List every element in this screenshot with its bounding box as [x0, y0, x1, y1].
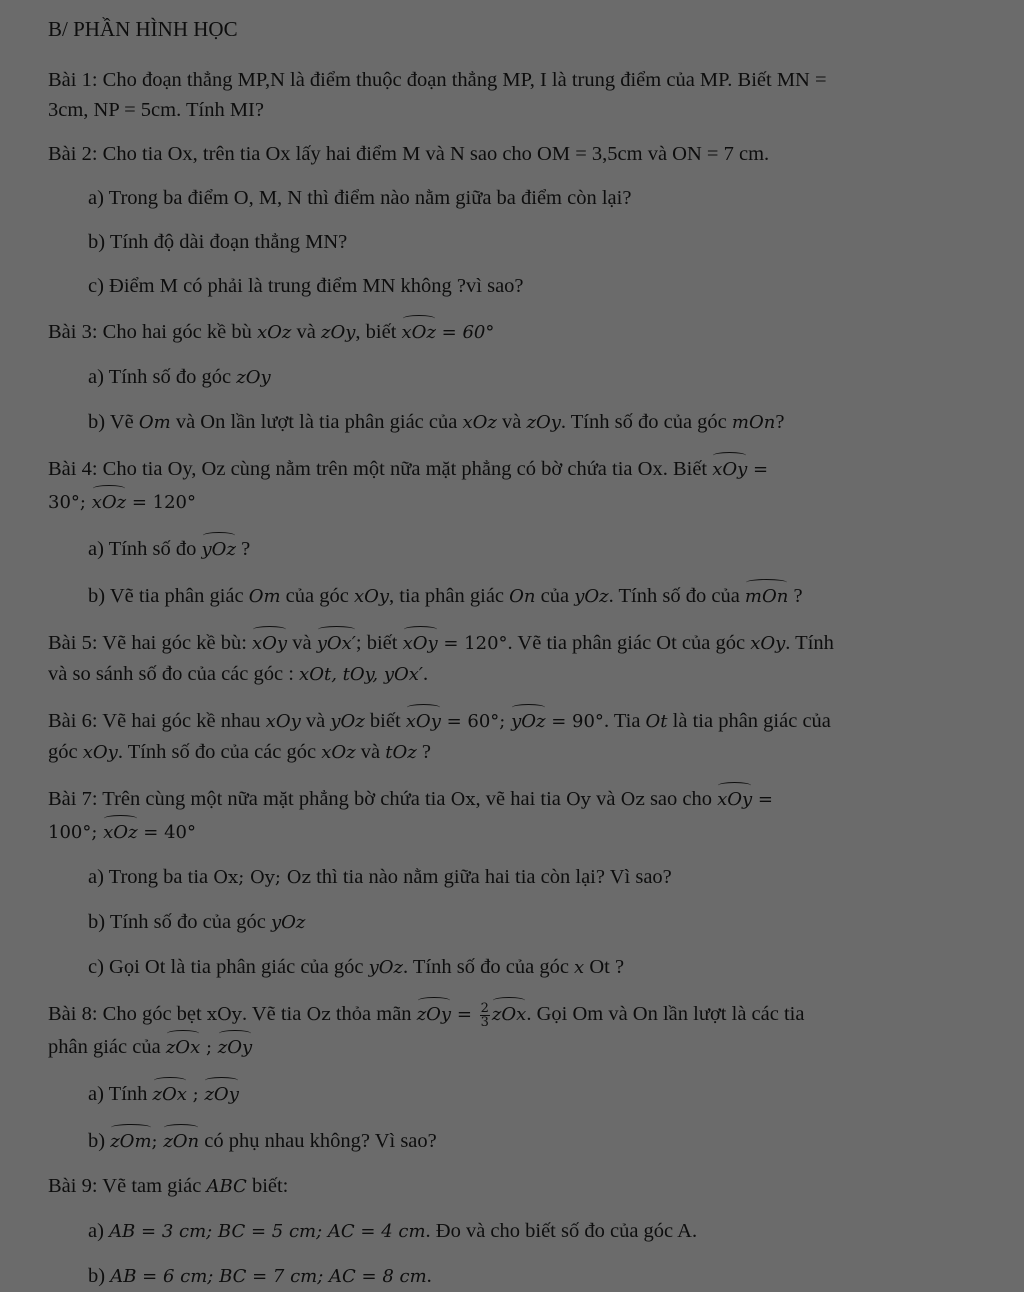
angle-list: xOt, tOy, yOx′ [299, 664, 424, 685]
text: b) Vẽ tia phân giác [88, 585, 249, 607]
text: Bài 6: Vẽ hai góc kề nhau [48, 710, 266, 732]
text: a) Tính số đo góc [88, 366, 237, 388]
exercise-2: Bài 2: Cho tia Ox, trên tia Ox lấy hai điểm M và N sao cho OM = 3,5cm và ON = 7 cm. [48, 143, 770, 165]
text: a) Tính số đo [88, 538, 202, 560]
ray-name: Ot [645, 711, 668, 732]
ray-name: Oz [306, 1004, 331, 1025]
text: a) [88, 1220, 110, 1242]
fraction-denominator: 3 [480, 1014, 489, 1030]
section-title: B/ PHẦN HÌNH HỌC [48, 17, 238, 41]
text: . Vẽ tia phân giác Ot của góc [507, 632, 751, 654]
angle-value: = 40° [137, 822, 196, 843]
angle-symbol: zOn [163, 1124, 199, 1157]
angle-symbol: xOy [403, 626, 438, 659]
angle-name: zOy [236, 367, 271, 388]
exercise-8 [48, 997, 976, 1063]
angle-name: xOy [265, 711, 301, 732]
exercise-7-part-b [88, 907, 976, 938]
exercise-2-part-c: c) Điểm M có phải là trung điểm MN không ?vì sao? [88, 275, 524, 297]
text: . Vẽ tia [241, 1003, 307, 1025]
text: , biết [355, 321, 402, 343]
text: có phụ nhau không? Vì sao? [199, 1130, 437, 1152]
exercise-4-line-1 [48, 452, 976, 485]
equals-sign: = [451, 1004, 478, 1025]
text: biết [364, 710, 406, 732]
text: . Đo và cho biết số đo của góc A. [425, 1220, 698, 1242]
text: và so sánh số đo của các góc : [48, 663, 300, 685]
text: sao cho [644, 788, 718, 810]
side-lengths: AB = 3 cm; BC = 5 cm; AC = 4 cm [109, 1221, 426, 1242]
angle-symbol: zOy [417, 997, 451, 1030]
text: , tia phân giác [389, 585, 510, 607]
text: biết: [246, 1175, 289, 1197]
fraction [480, 1002, 490, 1029]
text: và [355, 741, 386, 763]
angle-symbol: zOx [153, 1077, 187, 1110]
angle-name: xOz [462, 412, 497, 433]
exercise-9-part-b [88, 1261, 976, 1292]
exercise-7 [48, 782, 976, 848]
text: Bài 9: Vẽ tam giác [48, 1175, 207, 1197]
exercise-1-line-2: 3cm, NP = 5cm. Tính MI? [48, 99, 264, 121]
angle-symbol: xOy [712, 452, 747, 485]
text: b) Tính số đo của góc [88, 911, 271, 933]
angle-value: = 60°; [440, 711, 512, 732]
angle-value: = 120° [126, 492, 196, 513]
exercise-7-line-1 [48, 782, 976, 815]
angle-name: zOy [526, 412, 561, 433]
angle-value: = 120° [437, 633, 508, 654]
text: a) Tính [88, 1083, 153, 1105]
exercise-6-line-1 [48, 704, 976, 737]
text: ? [788, 585, 803, 607]
text: b) [88, 1265, 111, 1287]
text: góc [48, 741, 83, 763]
text: và On lần lượt là tia phân giác của [170, 411, 463, 433]
angle-name: x [574, 957, 585, 978]
fraction-numerator: 2 [480, 1000, 489, 1016]
text: và [496, 411, 527, 433]
exercise-8-line-1 [48, 997, 976, 1030]
exercise-4 [48, 452, 976, 518]
text: thì tia nào nằm giữa hai tia còn lại? Vì sao? [310, 866, 672, 888]
angle-symbol: xOy [406, 704, 441, 737]
text: Ot ? [584, 956, 625, 978]
angle-symbol: mOn [745, 579, 788, 612]
separator: ; [200, 1037, 218, 1058]
exercise-9-part-a [88, 1216, 976, 1247]
text: b) Vẽ [88, 411, 139, 433]
exercise-7-part-c [88, 952, 976, 983]
exercise-6 [48, 704, 976, 768]
exercise-9 [48, 1171, 976, 1202]
text: . Tính số đo của [608, 585, 745, 607]
ray-name: On [509, 586, 536, 607]
text: Bài 8: Cho góc bẹt [48, 1003, 207, 1025]
text: b) [88, 1130, 111, 1152]
exercise-8-line-2 [48, 1030, 976, 1063]
text: . Tính số đo của góc [560, 411, 732, 433]
exercise-3-part-b [88, 407, 976, 438]
exercise-4-line-2 [48, 485, 976, 518]
exercise-2-part-a: a) Trong ba điểm O, M, N thì điểm nào nằm giữa ba điểm còn lại? [88, 187, 632, 209]
angle-name: yOz [368, 957, 404, 978]
angle-name: xOy [353, 586, 390, 607]
angle-symbol: zOy [218, 1030, 252, 1063]
text: ; biết [355, 632, 403, 654]
angle-name: xOy [82, 742, 118, 763]
angle-value: = 60° [435, 322, 495, 343]
angle-symbol: yOz [511, 704, 545, 737]
exercise-8-part-b [88, 1124, 976, 1157]
text: Bài 3: Cho hai góc kề bù [48, 321, 257, 343]
angle-name: xOy [206, 1004, 242, 1025]
text: và [287, 632, 317, 654]
exercise-3-part-a [88, 362, 976, 393]
exercise-1-line-1: Bài 1: Cho đoạn thẳng MP,N là điểm thuộc đoạn thẳng MP, I là trung điểm của MP. Biết MN = [48, 69, 827, 91]
angle-symbol: xOz [103, 815, 137, 848]
text: ? [775, 411, 785, 433]
exercise-6-line-2 [48, 737, 976, 768]
angle-name: xOz [321, 742, 356, 763]
text: . Tính [785, 632, 834, 654]
exercise-8-part-a [88, 1077, 976, 1110]
text: và [300, 710, 331, 732]
text: và [590, 788, 621, 810]
text: . Gọi Om và On lần lượt là các tia [526, 1003, 805, 1025]
angle-symbol: yOx′ [317, 626, 356, 659]
exercise-5 [48, 626, 976, 690]
angle-name: xOy [750, 633, 786, 654]
angle-name: mOn [731, 412, 776, 433]
text: và [291, 321, 321, 343]
angle-value: = 90° [545, 711, 604, 732]
text: ? [416, 741, 431, 763]
text: thỏa mãn [330, 1003, 417, 1025]
exercise-4-part-b [88, 579, 976, 612]
ray-name: Om [248, 586, 281, 607]
ray-name: Om [138, 412, 171, 433]
angle-name: yOz [270, 912, 306, 933]
text: . Tia [603, 710, 646, 732]
equals-sign: = [747, 459, 769, 480]
angle-name: xOz [256, 322, 292, 343]
ray-name: Ox [450, 789, 476, 810]
exercise-7-part-a [88, 862, 976, 893]
angle-symbol: xOz [402, 315, 436, 348]
ray-name: Oy [566, 789, 591, 810]
text: c) Gọi Ot là tia phân giác của góc [88, 956, 369, 978]
angle-name: zOy [320, 322, 356, 343]
text: phân giác của [48, 1036, 166, 1058]
ray-name: Oz [620, 789, 645, 810]
angle-symbol: xOy [252, 626, 287, 659]
text: ? [235, 538, 251, 560]
angle-name: yOz [330, 711, 365, 732]
text: Bài 7: Trên cùng một nữa mặt phẳng bờ chứa tia [48, 788, 451, 810]
angle-name: yOz [574, 586, 609, 607]
text: của [535, 585, 575, 607]
text: . [423, 663, 429, 685]
angle-symbol: zOx [492, 997, 526, 1030]
text: là tia phân giác của [667, 710, 831, 732]
angle-symbol: xOy [717, 782, 752, 815]
angle-value: 30°; [48, 492, 92, 513]
exercise-5-line-2 [48, 659, 976, 690]
text: . [426, 1265, 432, 1287]
angle-name: tOz [385, 742, 417, 763]
text: , vẽ hai tia [475, 788, 567, 810]
angle-symbol: xOz [92, 485, 126, 518]
exercise-2-part-b: b) Tính độ dài đoạn thẳng MN? [88, 231, 348, 253]
text: Bài 4: Cho tia Oy, Oz cùng nằm trên một nữa mặt phẳng có bờ chứa tia Ox. Biết [48, 458, 713, 480]
ray-list: Ox; Oy; Oz [213, 867, 311, 888]
exercise-1 [48, 65, 976, 125]
text: của góc [280, 585, 354, 607]
angle-value: 100°; [48, 822, 104, 843]
exercise-7-line-2 [48, 815, 976, 848]
text: a) Trong ba tia [88, 866, 214, 888]
text: . Tính số đo của các góc [117, 741, 322, 763]
equals-sign: = [752, 789, 774, 810]
angle-symbol: zOm [110, 1124, 151, 1157]
text: . Tính số đo của góc [403, 956, 575, 978]
angle-symbol: zOy [204, 1077, 238, 1110]
separator: ; [151, 1131, 164, 1152]
triangle-name: ABC [206, 1176, 247, 1197]
angle-symbol: zOx [166, 1030, 200, 1063]
exercise-3 [48, 315, 976, 348]
angle-symbol: yOz [202, 532, 236, 565]
side-lengths: AB = 6 cm; BC = 7 cm; AC = 8 cm [110, 1266, 427, 1287]
text: Bài 5: Vẽ hai góc kề bù: [48, 632, 253, 654]
exercise-5-line-1 [48, 626, 976, 659]
separator: ; [186, 1084, 205, 1105]
exercise-4-part-a [88, 532, 976, 565]
